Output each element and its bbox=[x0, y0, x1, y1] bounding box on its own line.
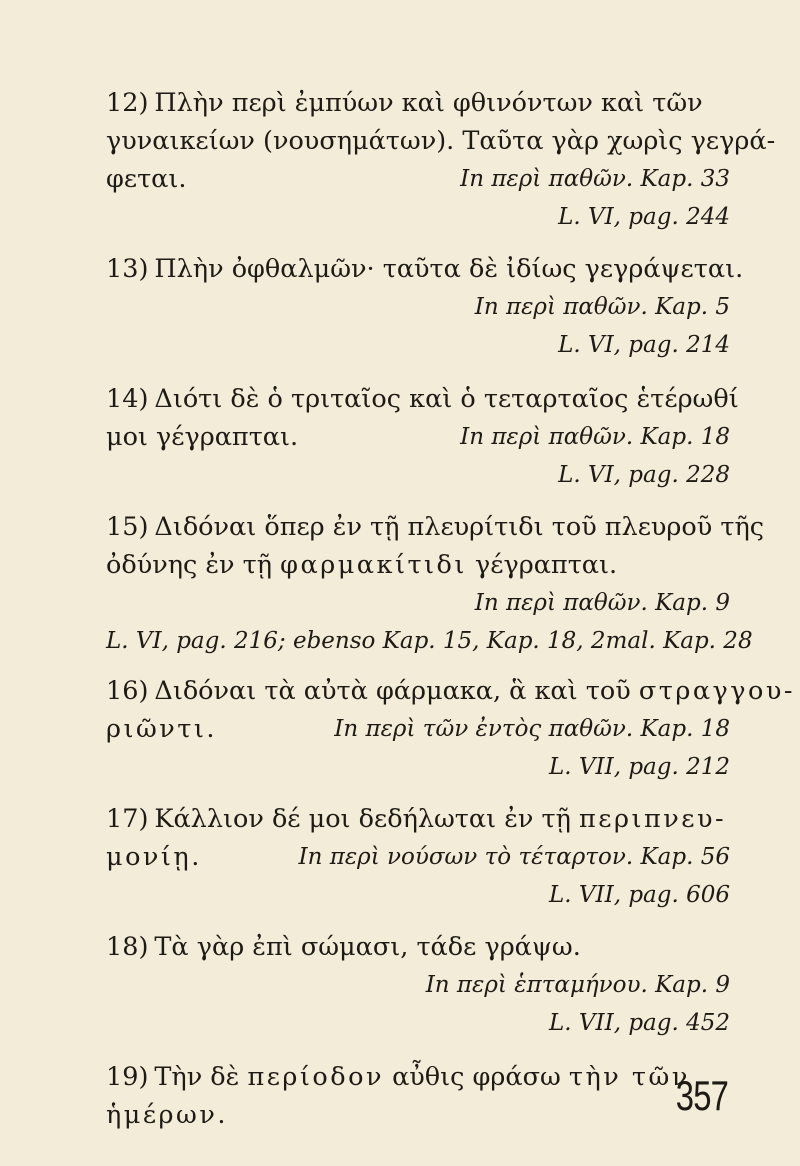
entry-reference: In περὶ παθῶν. Kap. 18 bbox=[460, 424, 730, 450]
entry-number: 15) bbox=[106, 512, 149, 542]
entry-text-spaced: περιπνευ- bbox=[579, 804, 727, 834]
entry-text-spaced: περίοδον bbox=[247, 1062, 384, 1092]
entry-text: Διδόναι τὰ αὐτὰ φάρμακα, ἃ καὶ τοῦ bbox=[154, 676, 639, 706]
entry-text-spaced: ριῶντι. bbox=[106, 714, 217, 744]
entry-18 bbox=[106, 928, 730, 1042]
entry-text: μοι γέγραπται. bbox=[106, 422, 299, 452]
entry-reference-page: L. VI, pag. 214 bbox=[558, 332, 730, 358]
entry-reference: In περὶ τῶν ἐντὸς παθῶν. Kap. 18 bbox=[334, 716, 730, 742]
entry-text-spaced: μονίῃ. bbox=[106, 842, 202, 872]
entry-text-spaced: ἡμέρων. bbox=[106, 1100, 228, 1130]
entry-number: 12) bbox=[106, 88, 149, 118]
entry-text: Τὴν δὲ bbox=[154, 1062, 248, 1092]
entry-number: 14) bbox=[106, 384, 149, 414]
entry-14 bbox=[106, 380, 739, 494]
entry-text: ὀδύνης ἐν τῇ bbox=[106, 550, 281, 580]
entry-text: Κάλλιον δέ μοι δεδήλωται ἐν τῇ bbox=[154, 804, 580, 834]
entry-text: Διδόναι ὅπερ ἐν τῇ πλευρίτιδι τοῦ πλευροῦ τῆς bbox=[154, 512, 765, 542]
entry-text-spaced: φαρμακίτιδι bbox=[280, 550, 467, 580]
entry-text: φεται. bbox=[106, 164, 187, 194]
entry-text: Πλὴν ὀφθαλμῶν· ταῦτα δὲ ἰδίως γεγράψεται. bbox=[154, 254, 744, 284]
entry-13 bbox=[106, 250, 744, 364]
entry-number: 18) bbox=[106, 932, 149, 962]
entry-number: 19) bbox=[106, 1062, 149, 1092]
entry-text: γυναικείων (νουσημάτων). Ταῦτα γὰρ χωρὶς γεγρά- bbox=[106, 126, 776, 156]
entry-reference-page: L. VII, pag. 606 bbox=[549, 882, 730, 908]
entry-reference: In περὶ παθῶν. Kap. 5 bbox=[474, 294, 730, 320]
entry-reference-page: L. VII, pag. 452 bbox=[549, 1010, 730, 1036]
entry-17 bbox=[106, 800, 730, 914]
entry-reference-page: L. VI, pag. 244 bbox=[558, 204, 730, 230]
entry-reference: In περὶ ἑπταμήνου. Kap. 9 bbox=[425, 972, 730, 998]
entry-reference: In περὶ παθῶν. Kap. 9 bbox=[474, 590, 730, 616]
entry-reference-page: L. VII, pag. 212 bbox=[549, 754, 730, 780]
entry-reference: In περὶ παθῶν. Kap. 33 bbox=[460, 166, 730, 192]
entry-16 bbox=[106, 672, 796, 786]
page-number: 357 bbox=[675, 1072, 728, 1119]
entry-number: 17) bbox=[106, 804, 149, 834]
entry-15 bbox=[106, 508, 765, 660]
entry-reference: In περὶ νούσων τὸ τέταρτον. Kap. 56 bbox=[298, 844, 730, 870]
entry-12 bbox=[106, 84, 776, 236]
entry-text: Διότι δὲ ὁ τριταῖος καὶ ὁ τεταρταῖος ἑτέρωθί bbox=[154, 384, 739, 414]
entry-19 bbox=[106, 1058, 730, 1134]
entry-text: αὖθις φράσω bbox=[383, 1062, 569, 1092]
entry-text-spaced: τὴν τῶν bbox=[568, 1062, 690, 1092]
entry-number: 13) bbox=[106, 254, 149, 284]
entry-text: Τὰ γὰρ ἐπὶ σώμασι, τάδε γράψω. bbox=[154, 932, 581, 962]
entry-number: 16) bbox=[106, 676, 149, 706]
entry-text-spaced: στραγγου- bbox=[638, 676, 796, 706]
entry-text: Πλὴν περὶ ἐμπύων καὶ φθινόντων καὶ τῶν bbox=[154, 88, 703, 118]
entry-reference-page: L. VI, pag. 216; ebenso Kap. 15, Kap. 18, 2mal. Kap. 28 bbox=[106, 628, 753, 654]
entry-text: γέγραπται. bbox=[466, 550, 618, 580]
entry-reference-page: L. VI, pag. 228 bbox=[558, 462, 730, 488]
